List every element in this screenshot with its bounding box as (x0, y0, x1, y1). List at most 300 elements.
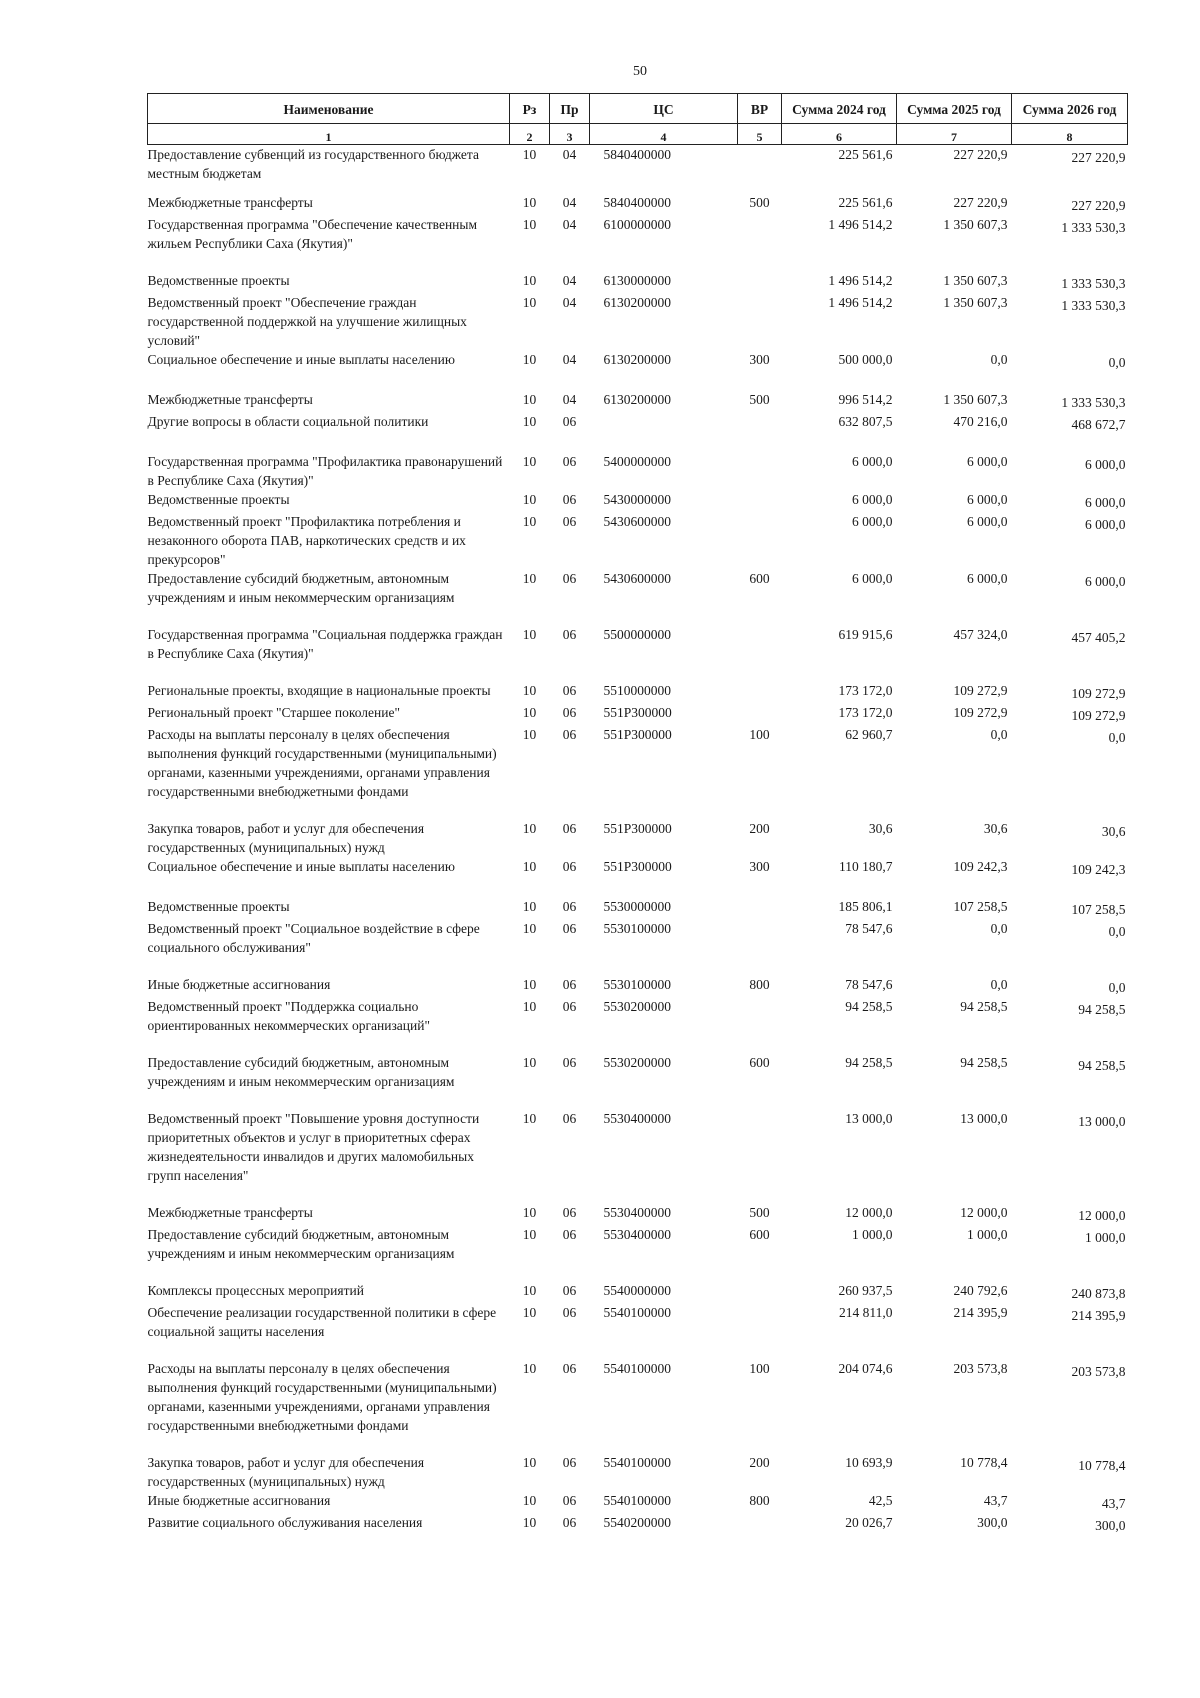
cell-s2: 0,0 (990, 921, 1008, 936)
cell-vr (738, 490, 782, 512)
cell-s2: 470 216,0 (953, 414, 1008, 429)
cell-s3: 109 272,9 (1071, 686, 1126, 701)
cell-rz: 10 (522, 514, 537, 529)
cell-cs: 5530000000 (603, 899, 671, 914)
column-number: 4 (590, 124, 738, 145)
cell-s2: 0,0 (990, 977, 1008, 992)
budget-table (147, 93, 1128, 1535)
cell-s1: 1 496 514,2 (828, 295, 893, 310)
header-sum-2025: Сумма 2025 год (897, 94, 1012, 124)
cell-s2: 12 000,0 (960, 1205, 1008, 1220)
cell-rz: 10 (522, 1455, 537, 1470)
cell-s1: 10 693,9 (845, 1455, 893, 1470)
cell-cs: 5530400000 (603, 1227, 671, 1242)
cell-s3: 109 242,3 (1071, 862, 1126, 877)
cell-s1: 214 811,0 (839, 1305, 893, 1320)
table-row (148, 1263, 1128, 1303)
cell-rz: 10 (522, 295, 537, 310)
cell-s1: 42,5 (868, 1493, 893, 1508)
cell-rz: 10 (522, 1111, 537, 1126)
cell-rz: 10 (522, 1283, 537, 1298)
cell-vr: 300 (749, 352, 770, 367)
cell-cs: 5540100000 (603, 1361, 671, 1376)
table-row (148, 1185, 1128, 1225)
cell-s2: 6 000,0 (967, 454, 1008, 469)
table-row (148, 1303, 1128, 1341)
cell-s3: 12 000,0 (1078, 1208, 1126, 1223)
cell-s1: 6 000,0 (852, 454, 893, 469)
cell-s1: 94 258,5 (845, 1055, 893, 1070)
cell-s3: 13 000,0 (1078, 1114, 1126, 1129)
cell-s1: 204 074,6 (838, 1361, 893, 1376)
cell-vr (738, 1303, 782, 1341)
cell-pr: 06 (562, 1361, 577, 1376)
cell-s2: 6 000,0 (967, 571, 1008, 586)
cell-s3: 1 333 530,3 (1061, 298, 1126, 313)
cell-s3: 240 873,8 (1071, 1286, 1126, 1301)
cell-name: Ведомственный проект "Профилактика потребления и незаконного оборота ПАВ, наркотических средств и их прекурсоров" (147, 514, 466, 567)
cell-name: Социальное обеспечение и иные выплаты населению (147, 352, 455, 367)
cell-s3: 203 573,8 (1071, 1364, 1126, 1379)
cell-name: Межбюджетные трансферты (147, 392, 313, 407)
cell-name: Межбюджетные трансферты (147, 1205, 313, 1220)
cell-s3: 457 405,2 (1071, 630, 1126, 645)
cell-vr: 300 (749, 859, 770, 874)
cell-cs: 6130000000 (603, 273, 671, 288)
cell-pr: 06 (562, 1455, 577, 1470)
cell-s3: 109 272,9 (1071, 708, 1126, 723)
cell-rz: 10 (522, 1515, 537, 1530)
cell-s1: 6 000,0 (852, 571, 893, 586)
cell-name: Ведомственные проекты (147, 273, 290, 288)
cell-name: Расходы на выплаты персоналу в целях обеспечения выполнения функций государственными (муниципальными) органами, казенными учреждениями, органами управления государственными внебюджетными фондами (147, 1361, 497, 1433)
cell-s3: 1 333 530,3 (1061, 220, 1126, 235)
cell-s3: 6 000,0 (1085, 517, 1126, 532)
cell-pr: 06 (562, 683, 577, 698)
cell-s1: 500 000,0 (838, 352, 893, 367)
table-row (148, 997, 1128, 1035)
table-row (148, 512, 1128, 569)
cell-s3: 0,0 (1108, 730, 1126, 745)
cell-vr (738, 293, 782, 350)
cell-rz: 10 (522, 414, 537, 429)
cell-s1: 225 561,6 (838, 195, 893, 210)
cell-s3: 6 000,0 (1085, 574, 1126, 589)
cell-cs: 6130200000 (603, 392, 671, 407)
cell-s2: 109 242,3 (953, 859, 1008, 874)
column-number: 2 (510, 124, 550, 145)
cell-rz: 10 (522, 217, 537, 232)
cell-rz: 10 (522, 195, 537, 210)
cell-s2: 43,7 (983, 1493, 1008, 1508)
cell-s2: 6 000,0 (967, 514, 1008, 529)
table-row (148, 1491, 1128, 1513)
cell-s2: 109 272,9 (953, 705, 1008, 720)
cell-vr (738, 215, 782, 253)
cell-s2: 94 258,5 (960, 1055, 1008, 1070)
cell-rz: 10 (522, 727, 537, 742)
cell-rz: 10 (522, 977, 537, 992)
cell-name: Обеспечение реализации государственной политики в сфере социальной защиты населения (147, 1305, 497, 1339)
cell-name: Региональный проект "Старшее поколение" (147, 705, 400, 720)
cell-pr: 06 (562, 1305, 577, 1320)
cell-s3: 1 000,0 (1085, 1230, 1126, 1245)
header-sum-2026: Сумма 2026 год (1012, 94, 1128, 124)
cell-cs: 5430000000 (603, 492, 671, 507)
cell-cs: 5430600000 (603, 514, 671, 529)
cell-cs: 5530200000 (603, 1055, 671, 1070)
cell-rz: 10 (522, 999, 537, 1014)
cell-cs: 5510000000 (603, 683, 671, 698)
cell-pr: 06 (562, 627, 577, 642)
table-row (148, 350, 1128, 372)
table-row (148, 1341, 1128, 1435)
table-body (148, 145, 1128, 1536)
table-row (148, 183, 1128, 215)
cell-pr: 06 (562, 1205, 577, 1220)
table-row (148, 725, 1128, 801)
cell-name: Закупка товаров, работ и услуг для обеспечения государственных (муниципальных) нужд (147, 1455, 425, 1489)
cell-name: Иные бюджетные ассигнования (147, 1493, 331, 1508)
cell-rz: 10 (522, 352, 537, 367)
cell-pr: 06 (562, 1055, 577, 1070)
table-row (148, 663, 1128, 703)
cell-cs: 5530200000 (603, 999, 671, 1014)
table-row (148, 857, 1128, 879)
cell-pr: 04 (562, 147, 577, 162)
cell-vr: 800 (749, 1493, 770, 1508)
table-row (148, 1513, 1128, 1535)
cell-vr: 200 (749, 1455, 770, 1470)
cell-cs (590, 412, 738, 434)
table-row (148, 801, 1128, 857)
cell-name: Предоставление субсидий бюджетным, автономным учреждениям и иным некоммерческим организациям (147, 1227, 455, 1261)
cell-s3: 6 000,0 (1085, 495, 1126, 510)
cell-vr: 500 (749, 195, 770, 210)
table-row (148, 293, 1128, 350)
cell-vr (738, 703, 782, 725)
cell-rz: 10 (522, 147, 537, 162)
cell-name: Предоставление субсидий бюджетным, автономным учреждениям и иным некоммерческим организациям (147, 1055, 455, 1089)
cell-s2: 1 350 607,3 (943, 295, 1008, 310)
page-number: 50 (633, 64, 647, 79)
cell-s1: 78 547,6 (845, 921, 893, 936)
cell-rz: 10 (522, 627, 537, 642)
cell-s2: 300,0 (977, 1515, 1008, 1530)
cell-s2: 214 395,9 (953, 1305, 1008, 1320)
cell-pr: 06 (562, 514, 577, 529)
cell-vr: 500 (749, 1205, 770, 1220)
cell-s1: 1 496 514,2 (828, 217, 893, 232)
cell-pr: 06 (562, 859, 577, 874)
cell-cs: 5530400000 (603, 1111, 671, 1126)
cell-s2: 203 573,8 (953, 1361, 1008, 1376)
cell-cs: 6100000000 (603, 217, 671, 232)
cell-s1: 110 180,7 (839, 859, 893, 874)
cell-name: Иные бюджетные ассигнования (147, 977, 331, 992)
cell-s3: 227 220,9 (1071, 198, 1126, 213)
cell-pr: 04 (562, 392, 577, 407)
cell-s1: 6 000,0 (852, 492, 893, 507)
cell-pr: 04 (562, 195, 577, 210)
cell-name: Ведомственный проект "Обеспечение граждан государственной поддержкой на улучшение жилищных условий" (147, 295, 467, 348)
cell-rz: 10 (522, 492, 537, 507)
cell-s2: 1 000,0 (967, 1227, 1008, 1242)
cell-rz: 10 (522, 1305, 537, 1320)
cell-s3: 300,0 (1095, 1518, 1126, 1533)
cell-s1: 185 806,1 (838, 899, 893, 914)
cell-s1: 13 000,0 (845, 1111, 893, 1126)
cell-pr: 06 (562, 454, 577, 469)
table-row (148, 879, 1128, 919)
cell-name: Закупка товаров, работ и услуг для обеспечения государственных (муниципальных) нужд (147, 821, 425, 855)
cell-vr (738, 997, 782, 1035)
table-row (148, 372, 1128, 412)
cell-pr: 06 (562, 1111, 577, 1126)
column-number: 3 (550, 124, 590, 145)
cell-s1: 6 000,0 (852, 514, 893, 529)
column-number: 6 (782, 124, 897, 145)
header-vr: ВР (738, 94, 782, 124)
cell-cs: 5840400000 (603, 195, 671, 210)
cell-name: Социальное обеспечение и иные выплаты населению (147, 859, 455, 874)
cell-pr: 06 (562, 727, 577, 742)
cell-s1: 94 258,5 (845, 999, 893, 1014)
cell-s1: 996 514,2 (838, 392, 893, 407)
cell-s2: 6 000,0 (967, 492, 1008, 507)
cell-cs: 5500000000 (603, 627, 671, 642)
cell-vr (738, 663, 782, 703)
cell-s3: 0,0 (1108, 980, 1126, 995)
cell-s3: 94 258,5 (1078, 1058, 1126, 1073)
cell-pr: 04 (562, 295, 577, 310)
cell-cs: 5530400000 (603, 1205, 671, 1220)
cell-rz: 10 (522, 1055, 537, 1070)
table-row (148, 1091, 1128, 1185)
cell-vr: 600 (749, 571, 770, 586)
table-row (148, 490, 1128, 512)
header-name: Наименование (148, 94, 510, 124)
cell-s1: 1 496 514,2 (828, 273, 893, 288)
cell-vr (738, 879, 782, 919)
header-row (148, 94, 1128, 124)
cell-name: Другие вопросы в области социальной политики (147, 414, 429, 429)
header-sum-2024: Сумма 2024 год (782, 94, 897, 124)
cell-pr: 06 (562, 977, 577, 992)
cell-name: Предоставление субсидий бюджетным, автономным учреждениям и иным некоммерческим организациям (147, 571, 455, 605)
cell-s2: 13 000,0 (960, 1111, 1008, 1126)
cell-name: Ведомственные проекты (147, 492, 290, 507)
cell-vr (738, 412, 782, 434)
cell-cs: 5540200000 (603, 1515, 671, 1530)
cell-s3: 94 258,5 (1078, 1002, 1126, 1017)
cell-rz: 10 (522, 1361, 537, 1376)
cell-cs: 5540100000 (603, 1455, 671, 1470)
cell-s2: 0,0 (990, 727, 1008, 742)
cell-s1: 1 000,0 (852, 1227, 893, 1242)
table-row (148, 569, 1128, 607)
cell-rz: 10 (522, 454, 537, 469)
cell-s2: 109 272,9 (953, 683, 1008, 698)
cell-pr: 04 (562, 352, 577, 367)
cell-s1: 173 172,0 (838, 705, 893, 720)
table-row (148, 1035, 1128, 1091)
cell-cs: 551P300000 (603, 821, 672, 836)
cell-cs: 5540000000 (603, 1283, 671, 1298)
cell-s2: 227 220,9 (953, 195, 1008, 210)
cell-pr: 06 (562, 1493, 577, 1508)
cell-vr (738, 145, 782, 184)
cell-s2: 1 350 607,3 (943, 217, 1008, 232)
header-pr: Пр (550, 94, 590, 124)
cell-rz: 10 (522, 392, 537, 407)
cell-name: Предоставление субвенций из государственного бюджета местным бюджетам (147, 147, 479, 181)
column-number: 1 (148, 124, 510, 145)
cell-vr (738, 919, 782, 957)
table-row (148, 1435, 1128, 1491)
table-row (148, 919, 1128, 957)
cell-pr: 06 (562, 705, 577, 720)
cell-vr (738, 1263, 782, 1303)
column-number-row (148, 124, 1128, 145)
cell-rz: 10 (522, 859, 537, 874)
cell-rz: 10 (522, 683, 537, 698)
cell-name: Ведомственный проект "Поддержка социально ориентированных некоммерческих организаций" (147, 999, 430, 1033)
cell-s3: 1 333 530,3 (1061, 276, 1126, 291)
cell-vr (738, 1513, 782, 1535)
cell-vr: 600 (749, 1227, 770, 1242)
cell-cs: 551P300000 (603, 859, 672, 874)
cell-cs: 5530100000 (603, 977, 671, 992)
column-number: 8 (1012, 124, 1128, 145)
cell-s2: 227 220,9 (953, 147, 1008, 162)
cell-name: Межбюджетные трансферты (147, 195, 313, 210)
cell-cs: 5430600000 (603, 571, 671, 586)
column-number: 5 (738, 124, 782, 145)
cell-rz: 10 (522, 921, 537, 936)
cell-vr: 800 (749, 977, 770, 992)
cell-cs: 5540100000 (603, 1305, 671, 1320)
column-number: 7 (897, 124, 1012, 145)
cell-pr: 06 (562, 1227, 577, 1242)
cell-s1: 260 937,5 (838, 1283, 893, 1298)
cell-s2: 94 258,5 (960, 999, 1008, 1014)
cell-cs: 551P300000 (603, 705, 672, 720)
cell-name: Ведомственный проект "Социальное воздействие в сфере социального обслуживания" (147, 921, 480, 955)
cell-s2: 1 350 607,3 (943, 273, 1008, 288)
cell-pr: 06 (562, 571, 577, 586)
cell-s3: 30,6 (1101, 824, 1126, 839)
cell-cs: 5530100000 (603, 921, 671, 936)
cell-pr: 06 (562, 492, 577, 507)
cell-cs: 5840400000 (603, 147, 671, 162)
cell-name: Ведомственные проекты (147, 899, 290, 914)
cell-rz: 10 (522, 1493, 537, 1508)
cell-pr: 06 (562, 1515, 577, 1530)
cell-vr (738, 512, 782, 569)
cell-name: Ведомственный проект "Повышение уровня доступности приоритетных объектов и услуг в приоритетных сферах жизнедеятельности инвалидов и других маломобильных групп населения" (147, 1111, 480, 1183)
cell-s3: 0,0 (1108, 924, 1126, 939)
cell-s2: 107 258,5 (953, 899, 1008, 914)
cell-s2: 0,0 (990, 352, 1008, 367)
cell-rz: 10 (522, 899, 537, 914)
header-rz: Рз (510, 94, 550, 124)
cell-pr: 04 (562, 217, 577, 232)
cell-name: Государственная программа "Обеспечение качественным жильем Республики Саха (Якутия)" (147, 217, 478, 251)
table-row (148, 145, 1128, 184)
cell-s3: 43,7 (1101, 1496, 1126, 1511)
budget-table-container (147, 93, 1127, 1535)
cell-vr: 600 (749, 1055, 770, 1070)
cell-rz: 10 (522, 1227, 537, 1242)
table-row (148, 434, 1128, 490)
cell-s1: 619 915,6 (838, 627, 893, 642)
cell-name: Расходы на выплаты персоналу в целях обеспечения выполнения функций государственными (муниципальными) органами, казенными учреждениями, органами управления государственными внебюджетными фондами (147, 727, 497, 799)
cell-s1: 20 026,7 (845, 1515, 893, 1530)
cell-pr: 06 (562, 1283, 577, 1298)
cell-s3: 468 672,7 (1071, 417, 1126, 432)
cell-s3: 0,0 (1108, 355, 1126, 370)
cell-s1: 30,6 (868, 821, 893, 836)
cell-s3: 227 220,9 (1071, 150, 1126, 165)
cell-name: Региональные проекты, входящие в национальные проекты (147, 683, 491, 698)
cell-vr: 500 (749, 392, 770, 407)
cell-vr (738, 253, 782, 293)
cell-s2: 457 324,0 (953, 627, 1008, 642)
cell-s3: 214 395,9 (1071, 1308, 1126, 1323)
cell-vr (738, 434, 782, 490)
cell-rz: 10 (522, 571, 537, 586)
table-row (148, 215, 1128, 253)
cell-pr: 06 (562, 414, 577, 429)
cell-rz: 10 (522, 705, 537, 720)
table-row (148, 1225, 1128, 1263)
cell-s2: 30,6 (983, 821, 1008, 836)
cell-rz: 10 (522, 821, 537, 836)
cell-cs: 551P300000 (603, 727, 672, 742)
cell-s1: 225 561,6 (838, 147, 893, 162)
cell-vr: 200 (749, 821, 770, 836)
table-row (148, 412, 1128, 434)
cell-s1: 12 000,0 (845, 1205, 893, 1220)
cell-name: Государственная программа "Социальная поддержка граждан в Республике Саха (Якутия)" (147, 627, 503, 661)
table-row (148, 607, 1128, 663)
table-header (148, 94, 1128, 145)
cell-s1: 173 172,0 (838, 683, 893, 698)
cell-s2: 1 350 607,3 (943, 392, 1008, 407)
cell-name: Государственная программа "Профилактика правонарушений в Республике Саха (Якутия)" (147, 454, 503, 488)
cell-vr: 100 (749, 727, 770, 742)
table-row (148, 957, 1128, 997)
cell-s3: 1 333 530,3 (1061, 395, 1126, 410)
cell-cs: 6130200000 (603, 295, 671, 310)
cell-rz: 10 (522, 1205, 537, 1220)
header-cs: ЦС (590, 94, 738, 124)
cell-rz: 10 (522, 273, 537, 288)
table-row (148, 253, 1128, 293)
cell-s1: 632 807,5 (838, 414, 893, 429)
cell-s3: 107 258,5 (1071, 902, 1126, 917)
cell-s3: 6 000,0 (1085, 457, 1126, 472)
cell-name: Комплексы процессных мероприятий (147, 1283, 364, 1298)
cell-pr: 06 (562, 921, 577, 936)
cell-s2: 10 778,4 (960, 1455, 1008, 1470)
cell-s1: 62 960,7 (845, 727, 893, 742)
cell-s2: 240 792,6 (953, 1283, 1008, 1298)
table-row (148, 703, 1128, 725)
cell-pr: 06 (562, 899, 577, 914)
cell-s1: 78 547,6 (845, 977, 893, 992)
